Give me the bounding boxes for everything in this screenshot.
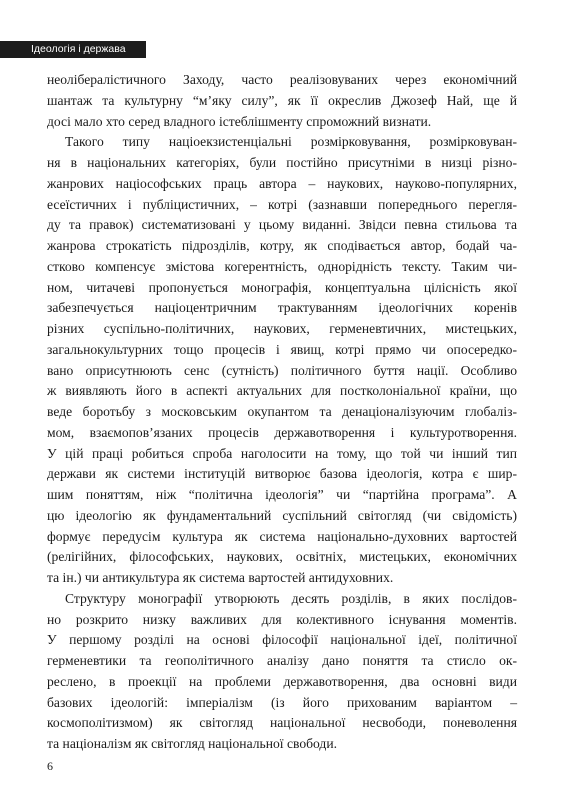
text-line: космополітизмом) як світогляд національної несвободи, поневолення: [47, 715, 517, 731]
running-header: [0, 41, 146, 58]
text-line: формує передусім культура як система національно-духовних вартостей: [47, 528, 517, 544]
text-line: різних суспільно-політичних, наукових, герменевтичних, мистецьких,: [47, 321, 517, 336]
text-line: реслено, в проекції на проблеми державотворення, два основні види: [47, 673, 517, 689]
text-line: стково компенсує змістова когерентність, однорідність тексту. Таким чи-: [47, 258, 517, 274]
text-line: вано оприсутнюють сенс (сутність) політичного буття нації. Особливо: [47, 362, 517, 378]
text-line: (релігійних, філософських, наукових, освітніх, мистецьких, економічних: [47, 549, 517, 565]
text-line: та ін.) чи антикультура як система вартостей антидуховних.: [47, 570, 394, 585]
text-line: держави як системи інституцій витворює базова ідеологія, котра є шир-: [47, 466, 517, 482]
text-line: Такого типу націоекзистенціальні розмірковування, розмірковуван-: [65, 134, 517, 150]
text-line: ня в національних категоріях, були постійно присутніми в низці різно-: [47, 155, 517, 170]
text-line: У першому розділі на основі філософії національної ідеї, політичної: [47, 632, 517, 648]
text-line: неолібералістичного Заходу, часто реалізовуваних через економічний: [47, 72, 517, 87]
running-header-title: Ідеологія і держава: [31, 43, 126, 55]
text-line: ж виявляють його в аспекті актуальних для постколоніальної країни, що: [47, 383, 517, 399]
text-line: жанрова строкатість підрозділів, котру, як сподівається автор, бодай ча-: [47, 238, 517, 253]
text-line: но розкрито низку важливих для колективного існування моментів.: [47, 611, 517, 627]
text-line: ду та правок) систематизовані у цьому виданні. Звідси певна стильова та: [47, 217, 517, 233]
body-text: [47, 70, 517, 755]
text-line: базових ідеологій: імперіалізм (із його прихованим варіантом –: [47, 694, 517, 710]
text-line: Структуру монографії утворюють десять розділів, в яких послідов-: [65, 590, 517, 606]
text-line: забезпечується націоцентричним трактуванням ідеологічних коренів: [47, 300, 517, 316]
text-line: досі мало хто серед владного істеблішменту спроможний визнати.: [47, 113, 432, 129]
text-line: цю ідеологію як фундаментальний суспільний світогляд (чи свідомість): [47, 507, 517, 523]
page-number: 6: [47, 759, 53, 773]
text-line: веде боротьбу з московським окупантом та денаціоналізуючим глобаліз-: [47, 404, 517, 419]
text-line: У цій праці робиться спроба наголосити на тому, що той чи інший тип: [47, 445, 517, 461]
text-line: герменевтики та геополітичного аналізу дано поняття та стисло ок-: [47, 653, 517, 668]
text-line: шантаж та культурну “м’яку силу”, як її окреслив Джозеф Най, ще й: [47, 92, 517, 108]
text-line: жанрових націософських праць автора – наукових, науково-популярних,: [47, 175, 517, 191]
text-line: та націоналізм як світогляд національної свободи.: [47, 736, 338, 751]
text-line: есеїстичних і публіцистичних, – котрі (зазнавши попереднього перегля-: [47, 196, 517, 212]
text-line: мом, взаємопов’язаних процесів державотворення і культуротворення.: [47, 424, 517, 440]
text-line: ном, читачеві пропонується монографія, концептуальна цілісність якої: [47, 279, 517, 295]
text-line: шим поняттям, ніж “політична ідеологія” чи “партійна програма”. А: [47, 487, 517, 502]
text-line: загальнокультурних тощо процесів і явищ, котрі прямо чи опосередко-: [47, 341, 517, 357]
